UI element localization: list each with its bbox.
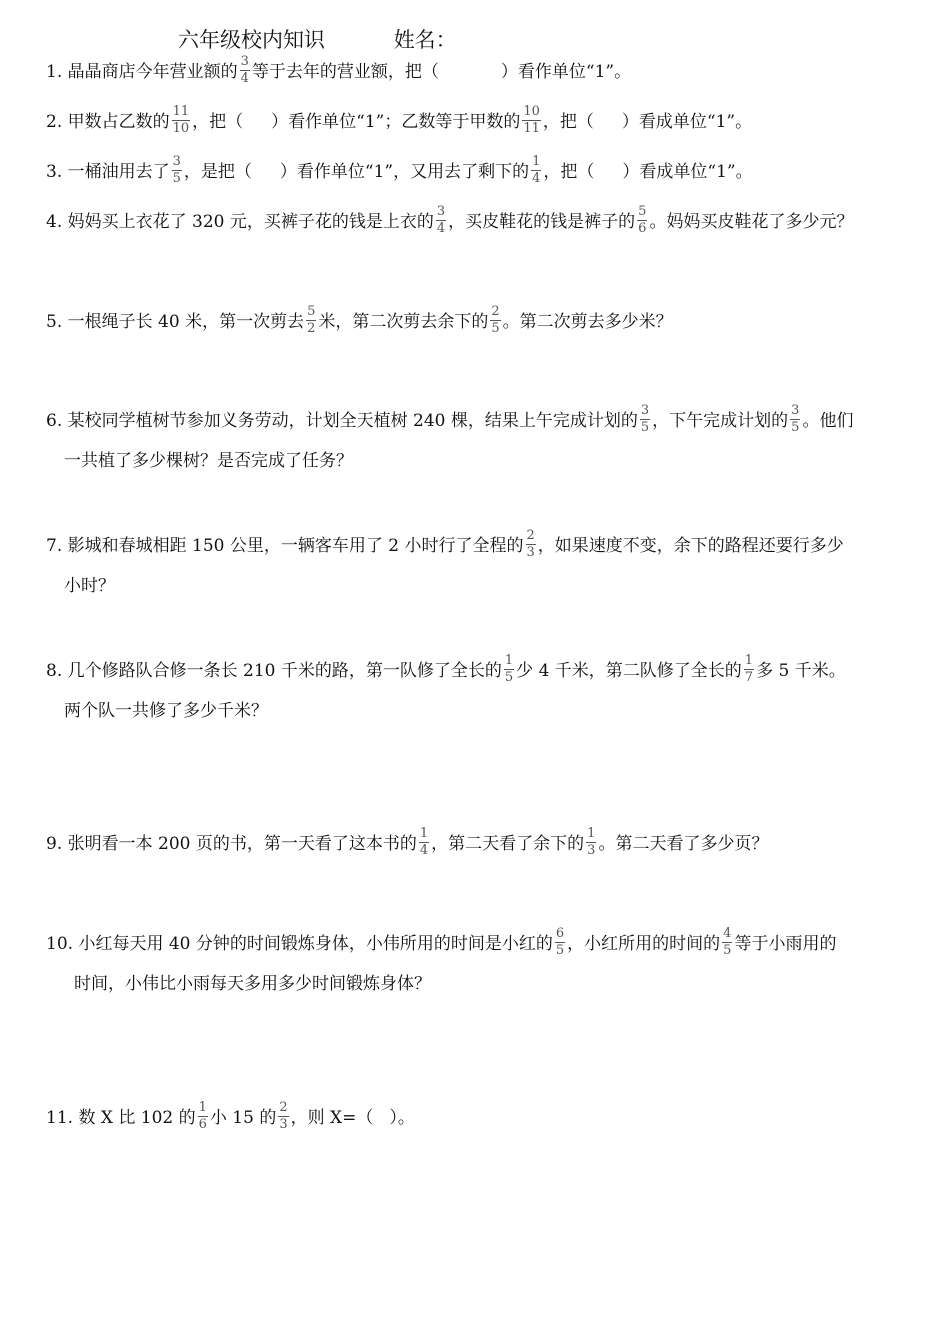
q11-fraction-1: $\frac{1}{6}$	[198, 1100, 207, 1132]
q9-fraction-2: $\frac{1}{3}$	[587, 826, 596, 858]
q9-text-c: 。第二天看了多少页？	[598, 834, 769, 854]
q2-text-d: ，把（	[542, 112, 594, 132]
question-10	[46, 924, 930, 1004]
question-4	[46, 202, 930, 242]
q3-text-e: ）看成单位“1”。	[622, 162, 753, 182]
q3-fraction-2: $\frac{1}{4}$	[532, 154, 541, 186]
q9-text-b: ，第二天看了余下的	[431, 834, 585, 854]
q3-text-b: ，是把（	[183, 162, 252, 182]
question-11	[46, 1098, 930, 1138]
q11-text-a: 11. 数 X 比 102 的	[46, 1108, 196, 1128]
page-title: 六年级校内知识	[178, 28, 325, 52]
name-label: 姓名：	[393, 28, 457, 52]
q1-text-c: ）看作单位“1”。	[500, 62, 632, 82]
q10-text-b: ，小红所用的时间的	[567, 934, 721, 954]
q1-text-b: 等于去年的营业额，把（	[251, 62, 439, 82]
q7-text-b: ，如果速度不变，余下的路程还要行多少	[537, 536, 844, 556]
q3-text-d: ，把（	[543, 162, 595, 182]
q11-text-c: ，则 X=（	[290, 1108, 374, 1128]
question-3	[46, 152, 930, 192]
question-8	[46, 651, 930, 731]
q5-fraction-1: $\frac{5}{2}$	[307, 304, 316, 336]
q8-text-c: 多 5 千米。	[756, 661, 846, 681]
q3-text-c: ）看作单位“1”，又用去了剩下的	[279, 162, 530, 182]
q4-fraction-2: $\frac{5}{6}$	[638, 204, 647, 236]
question-1	[46, 52, 930, 92]
q2-text-c: ）看作单位“1”；乙数等于甲数的	[271, 112, 521, 132]
question-2	[46, 102, 930, 142]
q6-text-b: ，下午完成计划的	[652, 411, 789, 431]
q7-text-a: 7. 影城和春城相距 150 公里，一辆客车用了 2 小时行了全程的	[46, 536, 524, 556]
question-7	[46, 526, 930, 606]
page-header	[178, 24, 457, 54]
q8-text-b: 少 4 千米，第二队修了全长的	[516, 661, 742, 681]
q8-fraction-2: $\frac{1}{7}$	[744, 653, 754, 685]
q2-text-e: ）看成单位“1”。	[621, 112, 753, 132]
q3-text-a: 3. 一桶油用去了	[46, 162, 170, 182]
q4-fraction-1: $\frac{3}{4}$	[436, 204, 446, 236]
q1-text-a: 1. 晶晶商店今年营业额的	[46, 62, 238, 82]
q8-text-line2: 两个队一共修了多少千米？	[64, 701, 268, 721]
q5-text-c: 。第二次剪去多少米？	[502, 312, 673, 332]
q6-fraction-1: $\frac{3}{5}$	[640, 403, 650, 435]
q10-fraction-1: $\frac{6}{5}$	[555, 926, 565, 958]
q2-text-a: 2. 甲数占乙数的	[46, 112, 170, 132]
q2-text-b: ，把（	[192, 112, 244, 132]
q9-text-a: 9. 张明看一本 200 页的书，第一天看了这本书的	[46, 834, 417, 854]
q4-text-c: 。妈妈买皮鞋花了多少元？	[649, 212, 854, 232]
q10-fraction-2: $\frac{4}{5}$	[723, 926, 732, 958]
q6-text-a: 6. 某校同学植树节参加义务劳动，计划全天植树 240 棵，结果上午完成计划的	[46, 411, 638, 431]
q5-fraction-2: $\frac{2}{5}$	[491, 304, 500, 336]
q8-fraction-1: $\frac{1}{5}$	[504, 653, 514, 685]
q11-text-b: 小 15 的	[209, 1108, 277, 1128]
q9-fraction-1: $\frac{1}{4}$	[419, 826, 429, 858]
q6-fraction-2: $\frac{3}{5}$	[791, 403, 800, 435]
q6-text-line2: 一共植了多少棵树？是否完成了任务？	[64, 451, 353, 471]
q3-fraction-1: $\frac{3}{5}$	[172, 154, 181, 186]
q6-text-c: 。他们	[802, 411, 854, 431]
q4-text-a: 4. 妈妈买上衣花了 320 元，买裤子花的钱是上衣的	[46, 212, 434, 232]
q7-fraction-1: $\frac{2}{3}$	[526, 528, 535, 560]
q7-text-line2: 小时？	[64, 576, 115, 596]
q10-text-a: 10. 小红每天用 40 分钟的时间锻炼身体，小伟所用的时间是小红的	[46, 934, 553, 954]
q8-text-a: 8. 几个修路队合修一条长 210 千米的路，第一队修了全长的	[46, 661, 502, 681]
q4-text-b: ，买皮鞋花的钱是裤子的	[448, 212, 636, 232]
q10-text-c: 等于小雨用的	[734, 934, 837, 954]
q2-fraction-1: $\frac{11}{10}$	[172, 104, 190, 136]
q11-fraction-2: $\frac{2}{3}$	[279, 1100, 288, 1132]
q2-fraction-2: $\frac{10}{11}$	[523, 104, 540, 136]
question-9	[46, 824, 930, 864]
q5-text-a: 5. 一根绳子长 40 米，第一次剪去	[46, 312, 305, 332]
question-6	[46, 401, 930, 481]
q5-text-b: 米，第二次剪去余下的	[318, 312, 489, 332]
q11-text-d: ）。	[389, 1108, 415, 1128]
q1-fraction: $\frac{3}{4}$	[240, 54, 249, 86]
q10-text-line2: 时间，小伟比小雨每天多用多少时间锻炼身体？	[74, 974, 431, 994]
question-5	[46, 302, 930, 342]
